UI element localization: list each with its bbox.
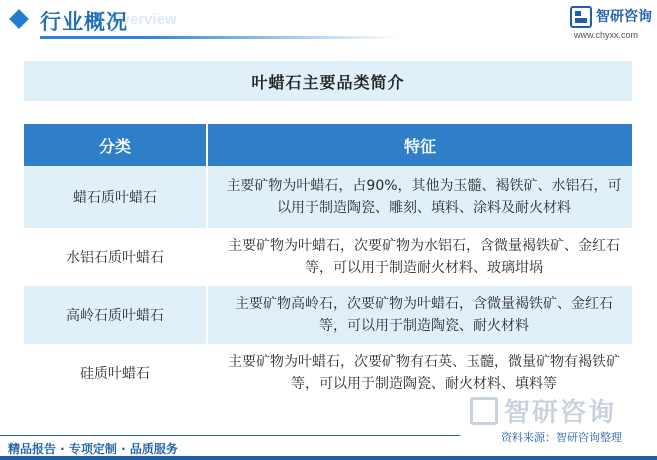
row-feature: 主要矿物高岭石，次要矿物为叶蜡石，含微量褐铁矿、金红石等，可以用于制造陶瓷、耐火材料 [235,296,613,334]
footer-slogan: 精品报告 · 专项定制 · 品质服务 [8,442,178,456]
table-row [24,286,632,344]
table-row [24,228,632,286]
logo-icon [570,6,592,28]
table-row [24,166,632,228]
logo-url: www.chyxx.com [574,30,639,40]
diamond-icon [9,9,29,29]
page-title: 行业概况 [40,10,128,34]
header-ghost-text: Overview [110,11,177,28]
table-title-bar [24,61,632,101]
column-header-category: 分类 [24,124,208,166]
watermark-logo-icon [470,397,498,425]
table-title: 叶蜡石主要品类简介 [251,72,405,92]
row-feature: 主要矿物为叶蜡石，次要矿物有石英、玉髓，微量矿物有褐铁矿等，可以用于制造陶瓷、耐火材料、填料等 [228,354,620,392]
footer-divider [0,435,460,436]
watermark [470,392,616,429]
source-note: 资料来源：智研咨询整理 [501,431,622,444]
row-feature: 主要矿物为叶蜡石，次要矿物为水铝石，含微量褐铁矿、金红石等，可以用于制造耐火材料、玻璃坩埚 [228,238,620,276]
row-category: 水铝石质叶蜡石 [24,228,208,286]
row-category: 硅质叶蜡石 [24,344,208,402]
header-underline [40,36,400,39]
footer-bar [0,456,657,460]
watermark-text: 智研咨询 [504,398,617,428]
row-feature: 主要矿物为叶蜡石，占90%，其他为玉髓、褐铁矿、水铝石，可以用于制造陶瓷、雕刻、填料、涂料及耐火材料 [226,178,622,216]
header [0,0,657,44]
table-header [24,124,632,166]
row-category: 高岭石质叶蜡石 [24,286,208,344]
column-header-feature: 特征 [403,136,436,156]
logo-name: 智研咨询 [596,9,652,25]
row-category: 蜡石质叶蜡石 [24,166,208,228]
